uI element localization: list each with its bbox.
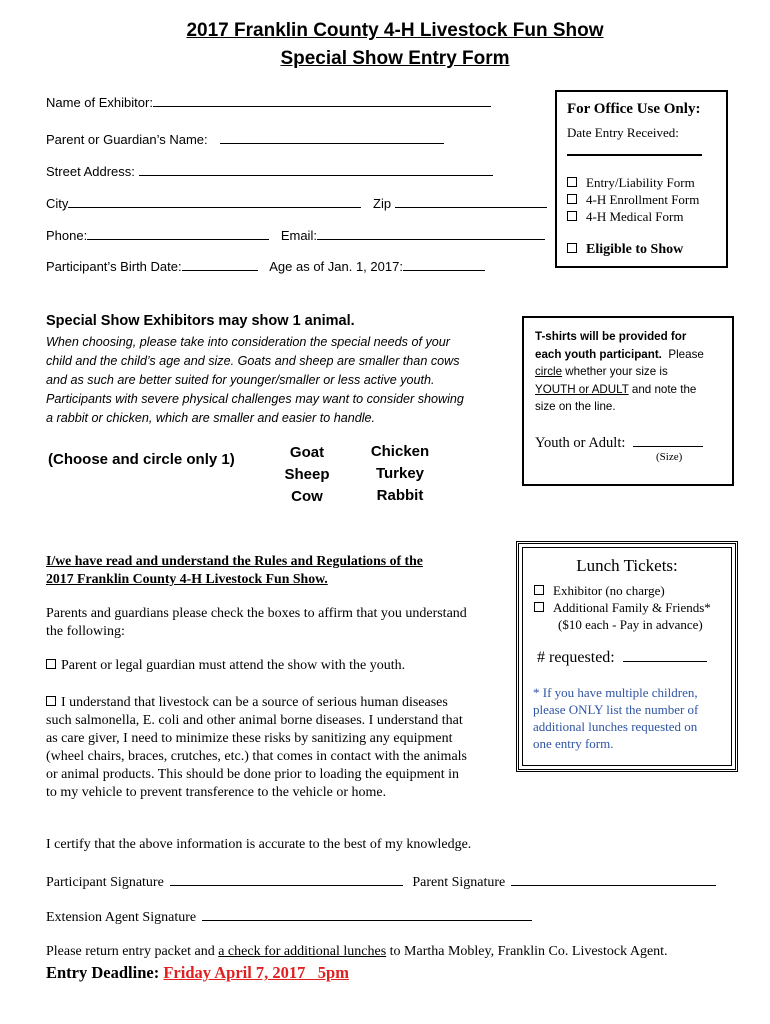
office-use-heading: For Office Use Only: [567, 101, 701, 117]
street-address-field[interactable] [46, 163, 493, 179]
lunch-note [533, 684, 698, 752]
deadline-value: Friday April 7, 2017 5pm [163, 963, 349, 982]
agent-signature-line[interactable] [202, 908, 532, 921]
tshirt-line-bold: each youth participant. [535, 347, 662, 361]
zip-label: Zip [373, 196, 392, 211]
parent-name-field[interactable] [46, 131, 444, 147]
checkbox[interactable] [46, 696, 56, 706]
lunch-price-note: ($10 each - Pay in advance) [558, 617, 703, 632]
paragraph-line: child and the child’s age and size. Goats and sheep are smaller than cows [46, 354, 460, 368]
lunch-requested-line[interactable] [623, 649, 707, 662]
phone-email-field[interactable] [46, 227, 545, 243]
page-subtitle: Special Show Entry Form [280, 48, 510, 69]
office-item-medical[interactable] [567, 208, 699, 225]
animal-option[interactable]: Goat [289, 444, 325, 461]
tshirt-youth-adult-text: YOUTH or ADULT [535, 382, 629, 396]
parent-signature-line[interactable] [511, 873, 716, 886]
lunch-item-label: Additional Family & Friends* [553, 600, 711, 615]
animal-column-2 [360, 441, 440, 507]
rules-check-line: or animal products. This should be done prior to loading the equipment in [46, 767, 460, 782]
phone-line[interactable] [87, 227, 269, 240]
tshirt-line-rest: Please [668, 347, 704, 361]
lunch-item-family[interactable] [534, 599, 711, 616]
animal-column-1 [270, 442, 344, 508]
rules-intro-line: Parents and guardians please check the boxes to affirm that you understand [46, 606, 467, 621]
certify-statement: I certify that the above information is accurate to the best of my knowledge. [46, 837, 472, 852]
participant-signature-line[interactable] [170, 873, 403, 886]
size-line[interactable] [633, 434, 703, 447]
lunch-item-label: Exhibitor (no charge) [553, 583, 665, 598]
city-line[interactable] [68, 195, 361, 208]
checkbox[interactable] [534, 602, 544, 612]
checkbox[interactable] [567, 177, 577, 187]
paragraph-line: and as such are better suited for younger/smaller or less active youth. [46, 373, 435, 387]
city-zip-field[interactable] [46, 195, 547, 211]
email-line[interactable] [317, 227, 545, 240]
checkbox[interactable] [46, 659, 56, 669]
animal-option[interactable]: Turkey [375, 465, 425, 482]
birth-date-line[interactable] [182, 258, 258, 271]
rules-check-line: (wheel chairs, braces, crutches, etc.) that comes in contact with the animals [46, 749, 467, 764]
lunch-note-line: additional lunches requested on [533, 719, 698, 734]
phone-label: Phone: [46, 228, 88, 243]
checkbox[interactable] [567, 211, 577, 221]
office-checklist [567, 174, 699, 225]
animal-option[interactable]: Sheep [284, 466, 330, 483]
parent-signature-label: Parent Signature [412, 875, 506, 890]
exhibitor-name-line[interactable] [153, 94, 491, 107]
page-title: 2017 Franklin County 4-H Livestock Fun Show [186, 20, 604, 41]
tshirt-line-rest: and note the [631, 382, 697, 396]
zip-line[interactable] [395, 195, 547, 208]
animal-option[interactable]: Chicken [370, 443, 430, 460]
eligible-item[interactable] [567, 241, 683, 258]
office-item-enrollment[interactable] [567, 191, 699, 208]
lunch-note-line: one entry form. [533, 736, 614, 751]
city-label: City [46, 196, 69, 211]
lunch-item-exhibitor[interactable] [534, 582, 711, 599]
signature-row [46, 873, 716, 891]
parent-name-line[interactable] [220, 131, 444, 144]
return-check-text: a check for additional lunches [218, 944, 387, 959]
youth-adult-field[interactable] [535, 434, 703, 452]
checkbox[interactable] [567, 243, 577, 253]
rules-check-label: Parent or legal guardian must attend the show with the youth. [61, 658, 406, 673]
size-label: (Size) [656, 451, 683, 463]
rules-check-line: as care giver, I need to minimize these risks by sanitizing any equipment [46, 731, 453, 746]
checkbox[interactable] [534, 585, 544, 595]
office-item-label: 4-H Enrollment Form [586, 192, 700, 207]
lunch-requested-label: # requested: [537, 649, 615, 666]
exhibitor-name-field[interactable] [46, 94, 491, 110]
tshirt-line-rest: whether your size is [565, 365, 668, 378]
exhibitor-name-label: Name of Exhibitor: [46, 95, 153, 110]
date-received-line[interactable] [567, 154, 702, 156]
birth-date-label: Participant’s Birth Date: [46, 259, 182, 274]
animal-option[interactable]: Cow [291, 488, 323, 505]
email-label: Email: [280, 228, 317, 243]
entry-deadline [46, 963, 349, 983]
tshirt-text [535, 328, 704, 416]
rules-heading [46, 552, 423, 588]
rules-check-line: to my vehicle to prevent transference to the vehicle or home. [46, 785, 387, 800]
lunch-checklist [534, 582, 711, 633]
return-instructions [46, 944, 668, 960]
deadline-label: Entry Deadline: [46, 963, 160, 982]
tshirt-line: size on the line. [535, 400, 616, 413]
eligible-label: Eligible to Show [586, 242, 684, 257]
age-label: Age as of Jan. 1, 2017: [269, 259, 403, 274]
lunch-note-line: * If you have multiple children, [533, 685, 698, 700]
tshirt-box [522, 316, 734, 486]
rules-heading-line: I/we have read and understand the Rules and Regulations of the [46, 553, 423, 568]
rules-check-line: such salmonella, E. coli and other animal borne diseases. I understand that [46, 713, 463, 728]
office-use-box [555, 90, 728, 268]
return-text: to Martha Mobley, Franklin Co. Livestock Agent. [389, 944, 668, 959]
special-heading: Special Show Exhibitors may show 1 animal. [46, 313, 355, 329]
agent-signature-label: Extension Agent Signature [46, 910, 197, 925]
rules-heading-line: 2017 Franklin County 4-H Livestock Fun Show. [46, 571, 328, 586]
checkbox[interactable] [567, 194, 577, 204]
office-item-label: Entry/Liability Form [586, 175, 695, 190]
special-paragraph [46, 333, 464, 428]
return-text: Please return entry packet and [46, 944, 215, 959]
office-item-label: 4-H Medical Form [586, 209, 684, 224]
paragraph-line: Participants with severe physical challenges may want to consider showing [46, 392, 464, 406]
rules-intro-line: the following: [46, 624, 125, 639]
participant-signature-label: Participant Signature [46, 875, 164, 890]
lunch-heading: Lunch Tickets: [576, 556, 678, 575]
office-item-entry[interactable] [567, 174, 699, 191]
rules-intro [46, 605, 467, 641]
tshirt-circle-text: circle [535, 365, 563, 378]
rules-check-line: I understand that livestock can be a source of serious human diseases [61, 695, 448, 710]
rules-check-attend[interactable] [46, 658, 405, 674]
animal-option[interactable]: Rabbit [376, 487, 424, 504]
street-address-label: Street Address: [46, 164, 135, 179]
tshirt-line: T-shirts will be provided for [535, 330, 687, 343]
lunch-box [516, 541, 738, 772]
parent-name-label: Parent or Guardian’s Name: [46, 132, 208, 147]
lunch-note-line: please ONLY list the number of [533, 702, 699, 717]
paragraph-line: When choosing, please take into consideration the special needs of your [46, 335, 450, 349]
rules-check-disease[interactable] [46, 694, 467, 802]
age-line[interactable] [403, 258, 485, 271]
agent-signature-row [46, 908, 532, 926]
birth-age-field[interactable] [46, 258, 485, 274]
date-received-label: Date Entry Received: [567, 125, 679, 140]
youth-adult-label: Youth or Adult: [535, 435, 626, 451]
paragraph-line: a rabbit or chicken, which are smaller and easier to handle. [46, 411, 376, 425]
street-address-line[interactable] [139, 163, 493, 176]
choose-label: (Choose and circle only 1) [48, 451, 235, 468]
lunch-requested-field[interactable] [537, 649, 707, 667]
